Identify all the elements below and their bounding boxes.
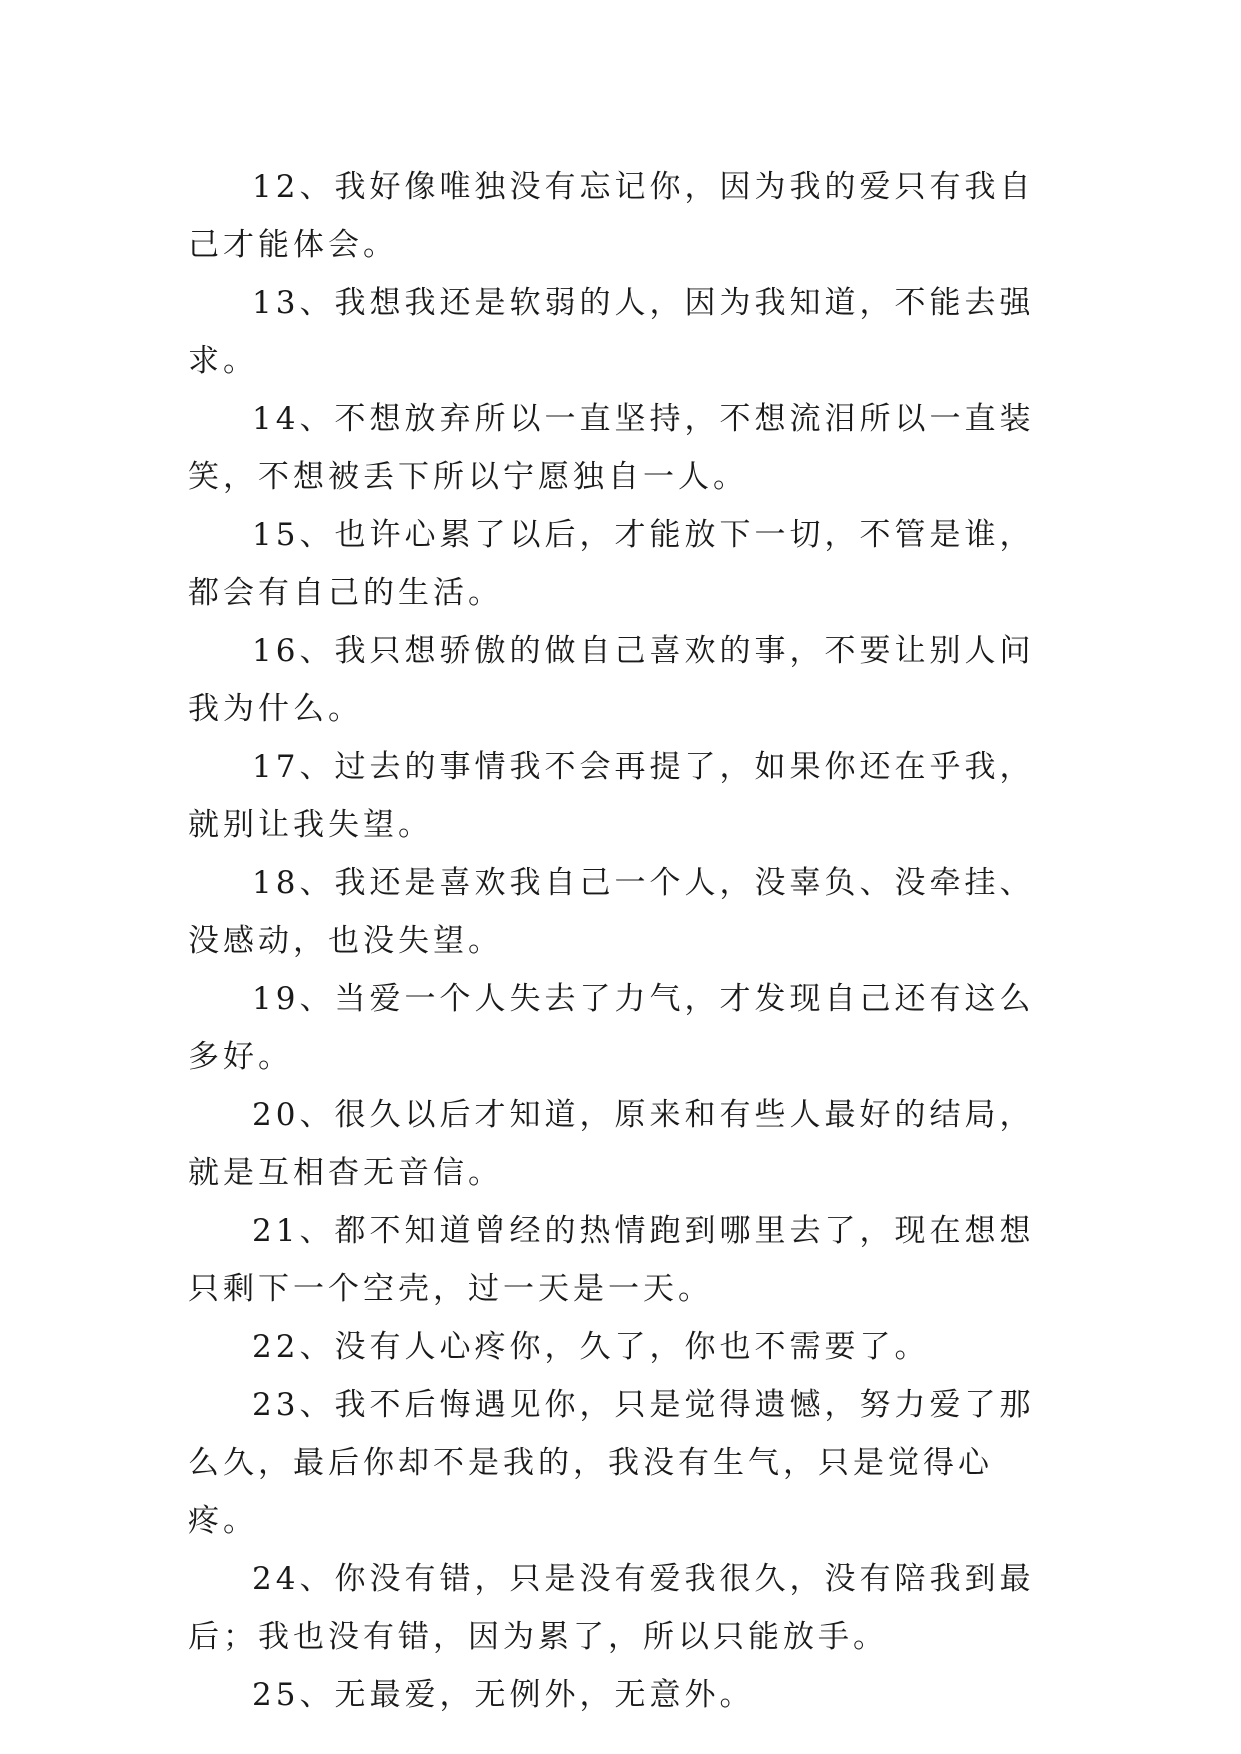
paragraph-20: 20、很久以后才知道，原来和有些人最好的结局，就是互相杳无音信。 <box>188 1097 1035 1191</box>
paragraph-25: 25、无最爱，无例外，无意外。 <box>252 1677 755 1713</box>
paragraph-12: 12、我好像唯独没有忘记你，因为我的爱只有我自己才能体会。 <box>188 169 1035 263</box>
paragraph-19: 19、当爱一个人失去了力气，才发现自己还有这么多好。 <box>188 981 1035 1075</box>
paragraph-15: 15、也许心累了以后，才能放下一切，不管是谁，都会有自己的生活。 <box>188 517 1035 611</box>
paragraph-18: 18、我还是喜欢我自己一个人，没辜负、没牵挂、没感动，也没失望。 <box>188 865 1035 959</box>
paragraph-17: 17、过去的事情我不会再提了，如果你还在乎我，就别让我失望。 <box>188 749 1035 843</box>
paragraph-23: 23、我不后悔遇见你，只是觉得遗憾，努力爱了那么久，最后你却不是我的，我没有生气，只是觉得心疼。 <box>188 1387 1035 1539</box>
paragraph-16: 16、我只想骄傲的做自己喜欢的事，不要让别人问我为什么。 <box>188 633 1035 727</box>
paragraph-13: 13、我想我还是软弱的人，因为我知道，不能去强求。 <box>188 285 1035 379</box>
paragraph-24: 24、你没有错，只是没有爱我很久，没有陪我到最后；我也没有错，因为累了，所以只能放手。 <box>188 1561 1035 1655</box>
paragraph-21: 21、都不知道曾经的热情跑到哪里去了，现在想想只剩下一个空壳，过一天是一天。 <box>188 1213 1035 1307</box>
paragraph-22: 22、没有人心疼你，久了，你也不需要了。 <box>252 1329 930 1365</box>
paragraph-14: 14、不想放弃所以一直坚持，不想流泪所以一直装笑，不想被丢下所以宁愿独自一人。 <box>188 401 1035 495</box>
document-body <box>188 158 1052 1724</box>
